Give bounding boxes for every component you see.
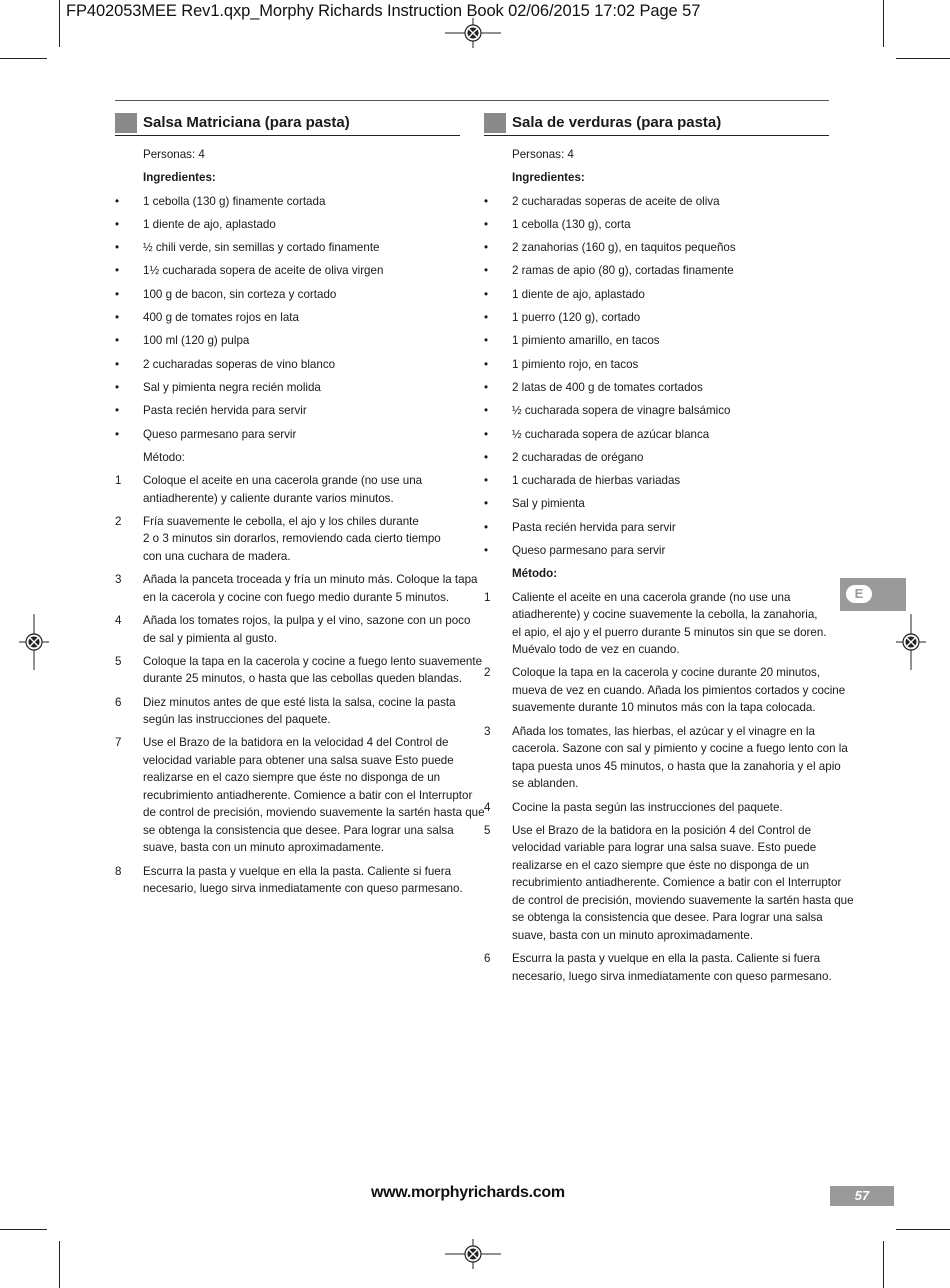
step-line: velocidad variable para obtener una salsa suave Esto puede (143, 753, 454, 767)
bullet: • (115, 264, 120, 278)
list-item (484, 542, 829, 560)
ingredient-text: Queso parmesano para servir (143, 427, 297, 441)
crop-mark (896, 1229, 950, 1230)
list-item (115, 356, 460, 374)
method-heading (115, 449, 460, 467)
ingredients-heading (115, 169, 460, 187)
list-item (484, 332, 829, 350)
list-item (115, 332, 460, 350)
step-line: en la cacerola y cocine con fuego medio durante 5 minutos. (143, 590, 450, 604)
ingredient-text: ½ cucharada sopera de vinagre balsámico (512, 404, 731, 418)
step-line: Añada los tomates rojos, la pulpa y el vino, sazone con un poco (143, 614, 471, 628)
bullet: • (484, 311, 489, 325)
list-item (115, 309, 460, 327)
ingredient-text: 2 cucharadas soperas de aceite de oliva (512, 194, 720, 208)
ingredient-text: Sal y pimienta negra recién molida (143, 380, 321, 394)
list-item (484, 262, 829, 280)
method-step (115, 472, 460, 507)
method-label: Método: (512, 567, 558, 581)
method-step (484, 664, 846, 717)
list-item (115, 193, 460, 211)
step-line: de control de precisión, moviendo suavemente la sartén hasta que (143, 806, 485, 820)
step-number: 4 (115, 614, 122, 628)
step-line: Cocine la pasta según las instrucciones del paquete. (512, 800, 783, 814)
step-line: mueva de vez en cuando. Añada los pimientos cortados y cocine (512, 683, 846, 697)
bullet: • (484, 264, 489, 278)
list-item (484, 472, 829, 490)
registration-mark-icon (19, 614, 49, 670)
ingredient-text: 2 ramas de apio (80 g), cortadas finamente (512, 264, 734, 278)
crop-mark (0, 58, 47, 59)
ingredient-list (484, 193, 829, 560)
ingredient-text: Queso parmesano para servir (512, 544, 666, 558)
recipe-matriciana (115, 113, 485, 904)
list-item (484, 426, 829, 444)
step-line: Use el Brazo de la batidora en la velocidad 4 del Control de (143, 736, 449, 750)
method-step (115, 694, 460, 729)
list-item (484, 286, 829, 304)
bullet: • (115, 194, 120, 208)
bullet: • (484, 404, 489, 418)
servings-text: Personas: 4 (512, 148, 574, 161)
step-line: realizarse en el cazo siempre que éste no disponga de un (512, 858, 810, 872)
list-item (115, 239, 460, 257)
servings-text: Personas: 4 (143, 148, 205, 161)
crop-mark (0, 1229, 47, 1230)
step-line: se ablanden. (512, 777, 579, 791)
step-line: Coloque la tapa en la cacerola y cocine durante 20 minutos, (512, 666, 821, 680)
bullet: • (484, 497, 489, 511)
method-step (484, 723, 848, 793)
step-line: necesario, luego sirva inmediatamente con queso parmesano. (143, 882, 463, 896)
ingredient-text: ½ chili verde, sin semillas y cortado finamente (143, 241, 380, 255)
step-number: 3 (484, 724, 491, 738)
list-item (484, 216, 829, 234)
ingredient-text: 1 cebolla (130 g), corta (512, 217, 631, 231)
step-line: antiadherente) y caliente durante varios minutos. (143, 491, 394, 505)
list-item (484, 495, 829, 513)
step-line: tapa puesta unos 45 minutos, o hasta que la zanahoria y el apio (512, 759, 841, 773)
method-heading (484, 565, 829, 583)
step-line: se obtenga la consistencia que desee. Para lograr una salsa (143, 823, 454, 837)
step-line: Escurra la pasta y vuelque en ella la pasta. Caliente si fuera (512, 952, 821, 966)
step-number: 2 (115, 514, 122, 528)
ingredients-heading (484, 169, 829, 187)
step-line: se obtenga la consistencia que desee. Para lograr una salsa (512, 911, 823, 925)
recipe-title: Salsa Matriciana (para pasta) (143, 114, 350, 131)
top-rule (115, 100, 829, 101)
crop-mark (896, 58, 950, 59)
bullet: • (115, 287, 120, 301)
recipe-heading (484, 113, 829, 136)
ingredient-text: 1½ cucharada sopera de aceite de oliva virgen (143, 264, 384, 278)
step-line: realizarse en el cazo siempre que éste no disponga de un (143, 771, 441, 785)
method-step (484, 822, 854, 945)
ingredients-label: Ingredientes: (512, 171, 585, 185)
step-line: Fría suavemente le cebolla, el ajo y los chiles durante (143, 514, 419, 528)
ingredient-text: 1 cebolla (130 g) finamente cortada (143, 194, 326, 208)
list-item (484, 449, 829, 467)
bullet: • (484, 357, 489, 371)
ingredient-text: 1 puerro (120 g), cortado (512, 311, 641, 325)
method-step (115, 734, 485, 857)
bullet: • (484, 241, 489, 255)
bullet: • (484, 520, 489, 534)
footer-url: www.morphyrichards.com (371, 1184, 565, 1201)
step-line: de control de precisión, moviendo suavemente la sartén hasta que (512, 893, 854, 907)
bullet: • (115, 427, 120, 441)
step-number: 5 (115, 654, 122, 668)
list-item (115, 262, 460, 280)
ingredient-text: 2 cucharadas soperas de vino blanco (143, 357, 336, 371)
list-item (484, 402, 829, 420)
ingredient-text: 2 zanahorias (160 g), en taquitos pequeños (512, 241, 736, 255)
list-item (115, 379, 460, 397)
step-line: suavemente durante 10 minutos más con la tapa colocada. (512, 701, 816, 715)
servings (484, 146, 829, 164)
list-item (484, 519, 829, 537)
step-line: Caliente el aceite en una cacerola grande (no use una (512, 590, 791, 604)
list-item (115, 426, 460, 444)
bullet: • (115, 380, 120, 394)
page-number: 57 (830, 1186, 894, 1206)
list-item (484, 193, 829, 211)
ingredient-text: 2 cucharadas de orégano (512, 450, 644, 464)
ingredients-label: Ingredientes: (143, 171, 216, 185)
step-line: 2 o 3 minutos sin dorarlos, removiendo cada cierto tiempo (143, 532, 441, 546)
step-number: 5 (484, 823, 491, 837)
bullet: • (484, 450, 489, 464)
bullet: • (484, 194, 489, 208)
method-step (115, 863, 463, 898)
bullet: • (115, 404, 120, 418)
step-line: Coloque la tapa en la cacerola y cocine a fuego lento suavemente (143, 654, 483, 668)
method-step (484, 589, 829, 659)
step-line: suave, basta con un minuto aproximadamente. (143, 841, 385, 855)
step-number: 1 (484, 590, 491, 604)
bullet: • (484, 380, 489, 394)
crop-mark (59, 0, 60, 47)
bullet: • (115, 357, 120, 371)
list-item (484, 379, 829, 397)
method-label: Método: (143, 450, 185, 464)
ingredient-text: Sal y pimienta (512, 497, 585, 511)
step-number: 4 (484, 800, 491, 814)
recipe-verduras (484, 113, 854, 991)
list-item (115, 216, 460, 234)
print-slug: FP402053MEE Rev1.qxp_Morphy Richards Instruction Book 02/06/2015 17:02 Page 57 (66, 2, 701, 20)
method-step (115, 513, 460, 566)
step-line: recubrimiento antiadherente. Comience a batir con el Interruptor (512, 876, 842, 890)
step-line: recubrimiento antiadherente. Comience a batir con el Interruptor (143, 788, 473, 802)
step-line: durante 25 minutos, o hasta que las cebollas queden blandas. (143, 672, 463, 686)
step-line: Diez minutos antes de que esté lista la salsa, cocine la pasta (143, 695, 456, 709)
step-number: 6 (484, 952, 491, 966)
ingredient-list (115, 193, 460, 443)
step-line: Use el Brazo de la batidora en la posición 4 del Control de (512, 823, 812, 837)
step-number: 8 (115, 864, 122, 878)
list-item (484, 356, 829, 374)
step-line: el apio, el ajo y el puerro durante 5 minutos sin que se doren. (512, 625, 827, 639)
step-line: de sal y pimienta al gusto. (143, 631, 278, 645)
step-line: Añada los tomates, las hierbas, el azúcar y el vinagre en la (512, 724, 815, 738)
ingredient-text: 400 g de tomates rojos en lata (143, 311, 299, 325)
method-step (115, 653, 483, 688)
bullet: • (484, 427, 489, 441)
ingredient-text: 1 diente de ajo, aplastado (143, 217, 276, 231)
step-number: 3 (115, 573, 122, 587)
list-item (484, 239, 829, 257)
step-line: Escurra la pasta y vuelque en ella la pasta. Caliente si fuera (143, 864, 452, 878)
method-step (484, 799, 829, 817)
recipe-heading (115, 113, 460, 136)
method-step (484, 950, 832, 985)
crop-mark (883, 1241, 884, 1288)
step-number: 2 (484, 666, 491, 680)
method-steps (484, 589, 854, 985)
bullet: • (484, 334, 489, 348)
bullet: • (484, 544, 489, 558)
heading-tab (484, 113, 506, 133)
language-letter: E (846, 585, 872, 603)
ingredient-text: 100 g de bacon, sin corteza y cortado (143, 287, 337, 301)
list-item (484, 309, 829, 327)
bullet: • (484, 474, 489, 488)
ingredient-text: 1 pimiento rojo, en tacos (512, 357, 639, 371)
step-line: cacerola. Sazone con sal y pimiento y cocine a fuego lento con la (512, 742, 848, 756)
ingredient-text: Pasta recién hervida para servir (143, 404, 307, 418)
language-tab (840, 578, 906, 611)
step-line: velocidad variable para lograr una salsa suave. Esto puede (512, 841, 817, 855)
list-item (115, 402, 460, 420)
ingredient-text: 1 pimiento amarillo, en tacos (512, 334, 660, 348)
bullet: • (115, 217, 120, 231)
heading-tab (115, 113, 137, 133)
registration-mark-icon (445, 18, 501, 48)
method-step (115, 571, 478, 606)
step-line: Coloque el aceite en una cacerola grande (no use una (143, 474, 423, 488)
bullet: • (115, 334, 120, 348)
crop-mark (883, 0, 884, 47)
bullet: • (115, 311, 120, 325)
ingredient-text: Pasta recién hervida para servir (512, 520, 676, 534)
bullet: • (115, 241, 120, 255)
recipe-title: Sala de verduras (para pasta) (512, 114, 722, 131)
step-line: atiadherente) y cocine suavemente la cebolla, la zanahoria, (512, 608, 818, 622)
method-steps (115, 472, 485, 898)
step-number: 7 (115, 736, 122, 750)
step-line: con una cuchara de madera. (143, 549, 291, 563)
ingredient-text: 2 latas de 400 g de tomates cortados (512, 380, 703, 394)
ingredient-text: 100 ml (120 g) pulpa (143, 334, 250, 348)
method-step (115, 612, 471, 647)
ingredient-text: ½ cucharada sopera de azúcar blanca (512, 427, 710, 441)
ingredient-text: 1 diente de ajo, aplastado (512, 287, 645, 301)
crop-mark (59, 1241, 60, 1288)
step-line: Muévalo todo de vez en cuando. (512, 643, 680, 657)
step-line: necesario, luego sirva inmediatamente con queso parmesano. (512, 969, 832, 983)
step-line: según las instrucciones del paquete. (143, 713, 331, 727)
servings (115, 146, 460, 164)
bullet: • (484, 217, 489, 231)
ingredient-text: 1 cucharada de hierbas variadas (512, 474, 681, 488)
step-number: 6 (115, 695, 122, 709)
list-item (115, 286, 460, 304)
step-line: suave, basta con un minuto aproximadamente. (512, 928, 754, 942)
step-line: Añada la panceta troceada y fría un minuto más. Coloque la tapa (143, 573, 478, 587)
step-number: 1 (115, 474, 122, 488)
bullet: • (484, 287, 489, 301)
registration-mark-icon (445, 1239, 501, 1269)
registration-mark-icon (896, 614, 926, 670)
